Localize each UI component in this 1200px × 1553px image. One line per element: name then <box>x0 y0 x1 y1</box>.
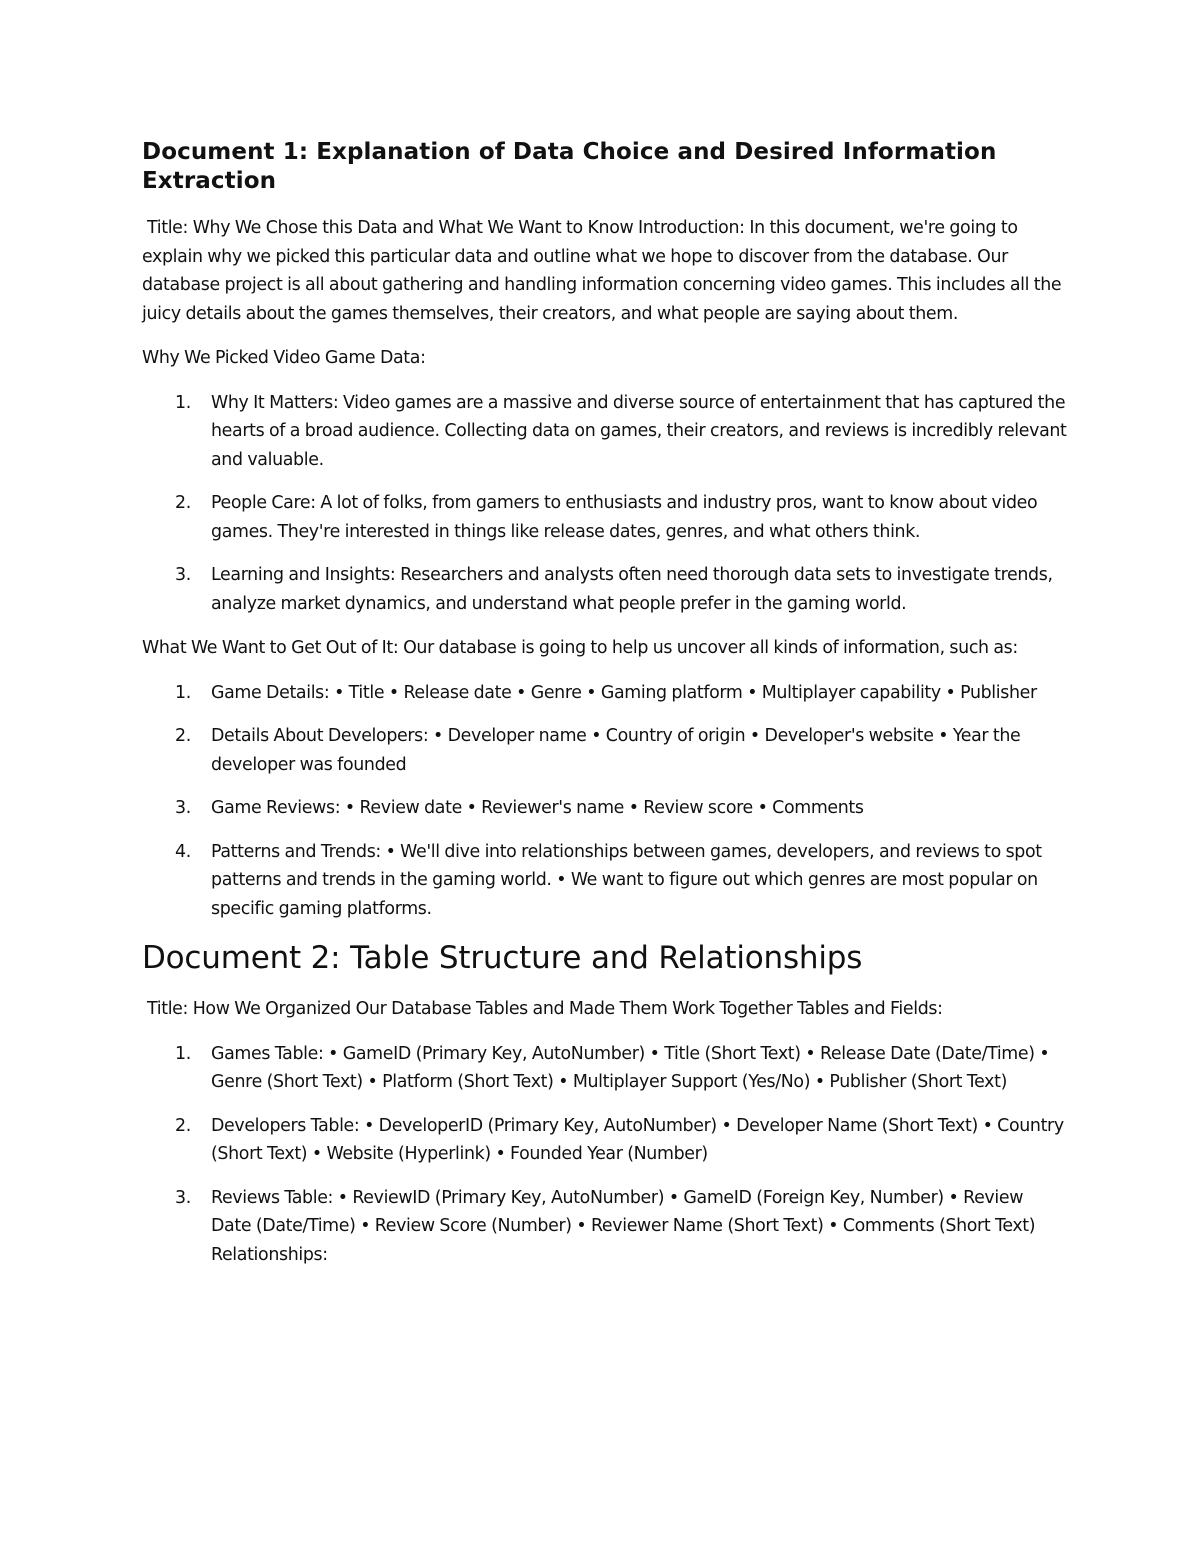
why-picked-list <box>142 389 1067 619</box>
list-item <box>142 794 1067 823</box>
list-item <box>142 1184 1067 1270</box>
what-we-want-list <box>142 679 1067 924</box>
list-item-text: Learning and Insights: Researchers and analysts often need thorough data sets to investigate trends, analyze market dynamics, and understand what people prefer in the gaming world. <box>211 565 1053 614</box>
list-item-text: Patterns and Trends: • We'll dive into relationships between games, developers, and reviews to spot patterns and trends in the gaming world. • We want to figure out which genres are most popular on specific gaming platforms. <box>211 841 1042 919</box>
list-item-text: Games Table: • GameID (Primary Key, AutoNumber) • Title (Short Text) • Release Date (Date/Time) • Genre (Short Text) • Platform (Short Text) • Multiplayer Support (Yes/No) • Publisher (Short Text) <box>211 1043 1050 1092</box>
list-item <box>142 722 1067 779</box>
list-item <box>142 679 1067 708</box>
doc1-intro-paragraph: Title: Why We Chose this Data and What We Want to Know Introduction: In this document, we're going to explain why we picked this particular data and outline what we hope to discover from the database. Our database project is all about gathering and handling information concerning video games. This includes all the juicy details about the games themselves, their creators, and what people are saying about them. <box>142 218 1062 324</box>
list-item <box>142 561 1067 618</box>
tables-list <box>142 1040 1067 1270</box>
list-item-text: Game Reviews: • Review date • Reviewer's name • Review score • Comments <box>211 798 864 818</box>
list-item <box>142 838 1067 924</box>
list-number: 1. <box>175 392 191 413</box>
list-item-text: People Care: A lot of folks, from gamers to enthusiasts and industry pros, want to know about video games. They're interested in things like release dates, genres, and what others think. <box>211 493 1038 542</box>
list-item <box>142 389 1067 475</box>
doc2-intro-paragraph: Title: How We Organized Our Database Tables and Made Them Work Together Tables and Fields: <box>147 999 943 1019</box>
list-number: 3. <box>175 798 191 818</box>
list-item <box>142 1112 1067 1169</box>
list-number: 1. <box>175 1043 191 1064</box>
list-item-text: Reviews Table: • ReviewID (Primary Key, AutoNumber) • GameID (Foreign Key, Number) • Review Date (Date/Time) • Review Score (Number) • Reviewer Name (Short Text) • Comments (Short Text) Relationships: <box>211 1187 1036 1265</box>
list-item-text: Developers Table: • DeveloperID (Primary Key, AutoNumber) • Developer Name (Short Text) • Country (Short Text) • Website (Hyperlink) • Founded Year (Number) <box>211 1115 1064 1164</box>
doc1-heading: Document 1: Explanation of Data Choice and Desired Information Extraction <box>142 139 997 194</box>
list-number: 3. <box>175 565 191 585</box>
list-item-text: Details About Developers: • Developer name • Country of origin • Developer's website • Year the developer was founded <box>211 726 1021 775</box>
document-page <box>142 138 1067 1285</box>
what-we-want-heading: What We Want to Get Out of It: Our database is going to help us uncover all kinds of information, such as: <box>142 638 1018 658</box>
list-number: 2. <box>175 493 191 513</box>
list-item <box>142 489 1067 546</box>
list-number: 2. <box>175 726 191 746</box>
list-item-text: Why It Matters: Video games are a massive and diverse source of entertainment that has captured the hearts of a broad audience. Collecting data on games, their creators, and reviews is incredibly relevant and valuable. <box>211 392 1067 470</box>
list-number: 3. <box>175 1187 191 1208</box>
doc2-heading: Document 2: Table Structure and Relationships <box>142 940 863 976</box>
list-item <box>142 1040 1067 1097</box>
list-number: 2. <box>175 1115 191 1136</box>
list-number: 4. <box>175 841 191 862</box>
why-picked-heading: Why We Picked Video Game Data: <box>142 348 426 368</box>
list-number: 1. <box>175 682 191 703</box>
list-item-text: Game Details: • Title • Release date • Genre • Gaming platform • Multiplayer capability • Publisher <box>211 682 1037 703</box>
